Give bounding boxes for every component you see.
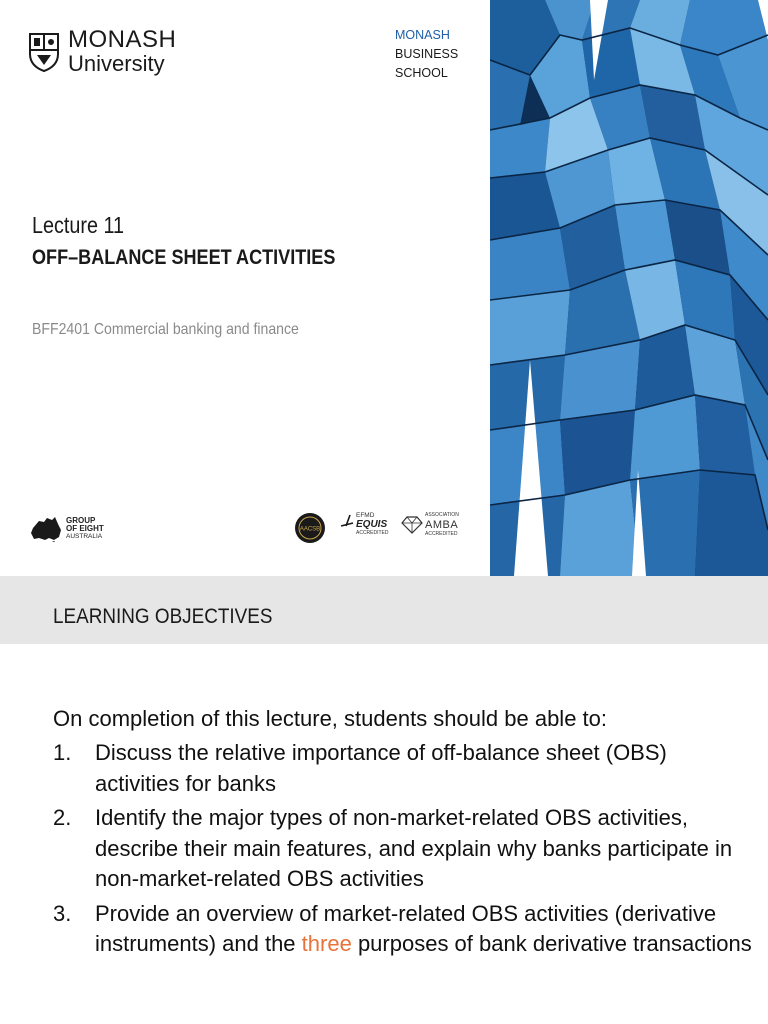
- equis-text: EQUIS: [356, 519, 388, 530]
- australia-map-icon: [30, 516, 62, 542]
- monash-logo: [28, 28, 176, 75]
- objectives-intro: On completion of this lecture, students should be able to:: [53, 706, 607, 731]
- objectives-title: LEARNING OBJECTIVES: [53, 605, 273, 628]
- list-item: [53, 899, 753, 960]
- school-line-2: BUSINESS: [395, 47, 459, 61]
- school-line-3: SCHOOL: [395, 66, 448, 80]
- aacsb-text: AACSB: [299, 526, 321, 533]
- aacsb-logo: [294, 512, 326, 544]
- lecture-title: OFF–BALANCE SHEET ACTIVITIES: [32, 246, 336, 269]
- amba-assoc-text: ASSOCIATION: [425, 512, 459, 518]
- item-number: 3.: [53, 900, 72, 926]
- monash-crest-icon: [28, 32, 60, 72]
- go8-line-3: AUSTRALIA: [66, 533, 103, 540]
- item-text-before: Provide an overview of market-related OBS activities (derivative instruments) and the: [95, 900, 717, 956]
- course-name: BFF2401 Commercial banking and finance: [32, 321, 299, 338]
- amba-text: AMBA: [425, 519, 459, 531]
- item-text-after: purposes of bank derivative transactions: [351, 931, 752, 956]
- go8-line-2: OF EIGHT: [66, 524, 104, 533]
- business-school-label: [395, 26, 458, 83]
- learning-objectives-slide: [0, 576, 768, 1024]
- amba-sub-text: ACCREDITED: [425, 531, 458, 537]
- efmd-text: EFMD: [356, 512, 375, 519]
- item-number: 2.: [53, 805, 72, 830]
- university-name: MONASH: [68, 26, 177, 53]
- group-of-eight-logo: [30, 516, 104, 542]
- equis-sub-text: ACCREDITED: [356, 530, 389, 536]
- equis-logo: [340, 512, 389, 537]
- item-text: [95, 899, 753, 960]
- objectives-list: [53, 738, 753, 964]
- school-line-1: MONASH: [395, 28, 450, 42]
- highlight-word: three: [301, 931, 352, 956]
- list-item: [53, 738, 753, 799]
- amba-logo: [400, 512, 459, 538]
- item-text: Discuss the relative importance of off-balance sheet (OBS) activities for banks: [95, 740, 667, 796]
- aacsb-seal-icon: [294, 512, 326, 544]
- geometric-glass-image: [490, 0, 768, 576]
- item-text: Identify the major types of non-market-related OBS activities, describe their main features, and explain why banks participate in non-market-related OBS activities: [95, 805, 733, 891]
- go8-line-1: GROUP: [66, 516, 96, 525]
- amba-diamond-icon: [400, 515, 424, 535]
- lecture-number: Lecture 11: [32, 212, 125, 238]
- university-sub: University: [68, 51, 165, 76]
- item-number: 1.: [53, 740, 72, 765]
- list-item: [53, 803, 753, 895]
- equis-mark-icon: [340, 514, 354, 536]
